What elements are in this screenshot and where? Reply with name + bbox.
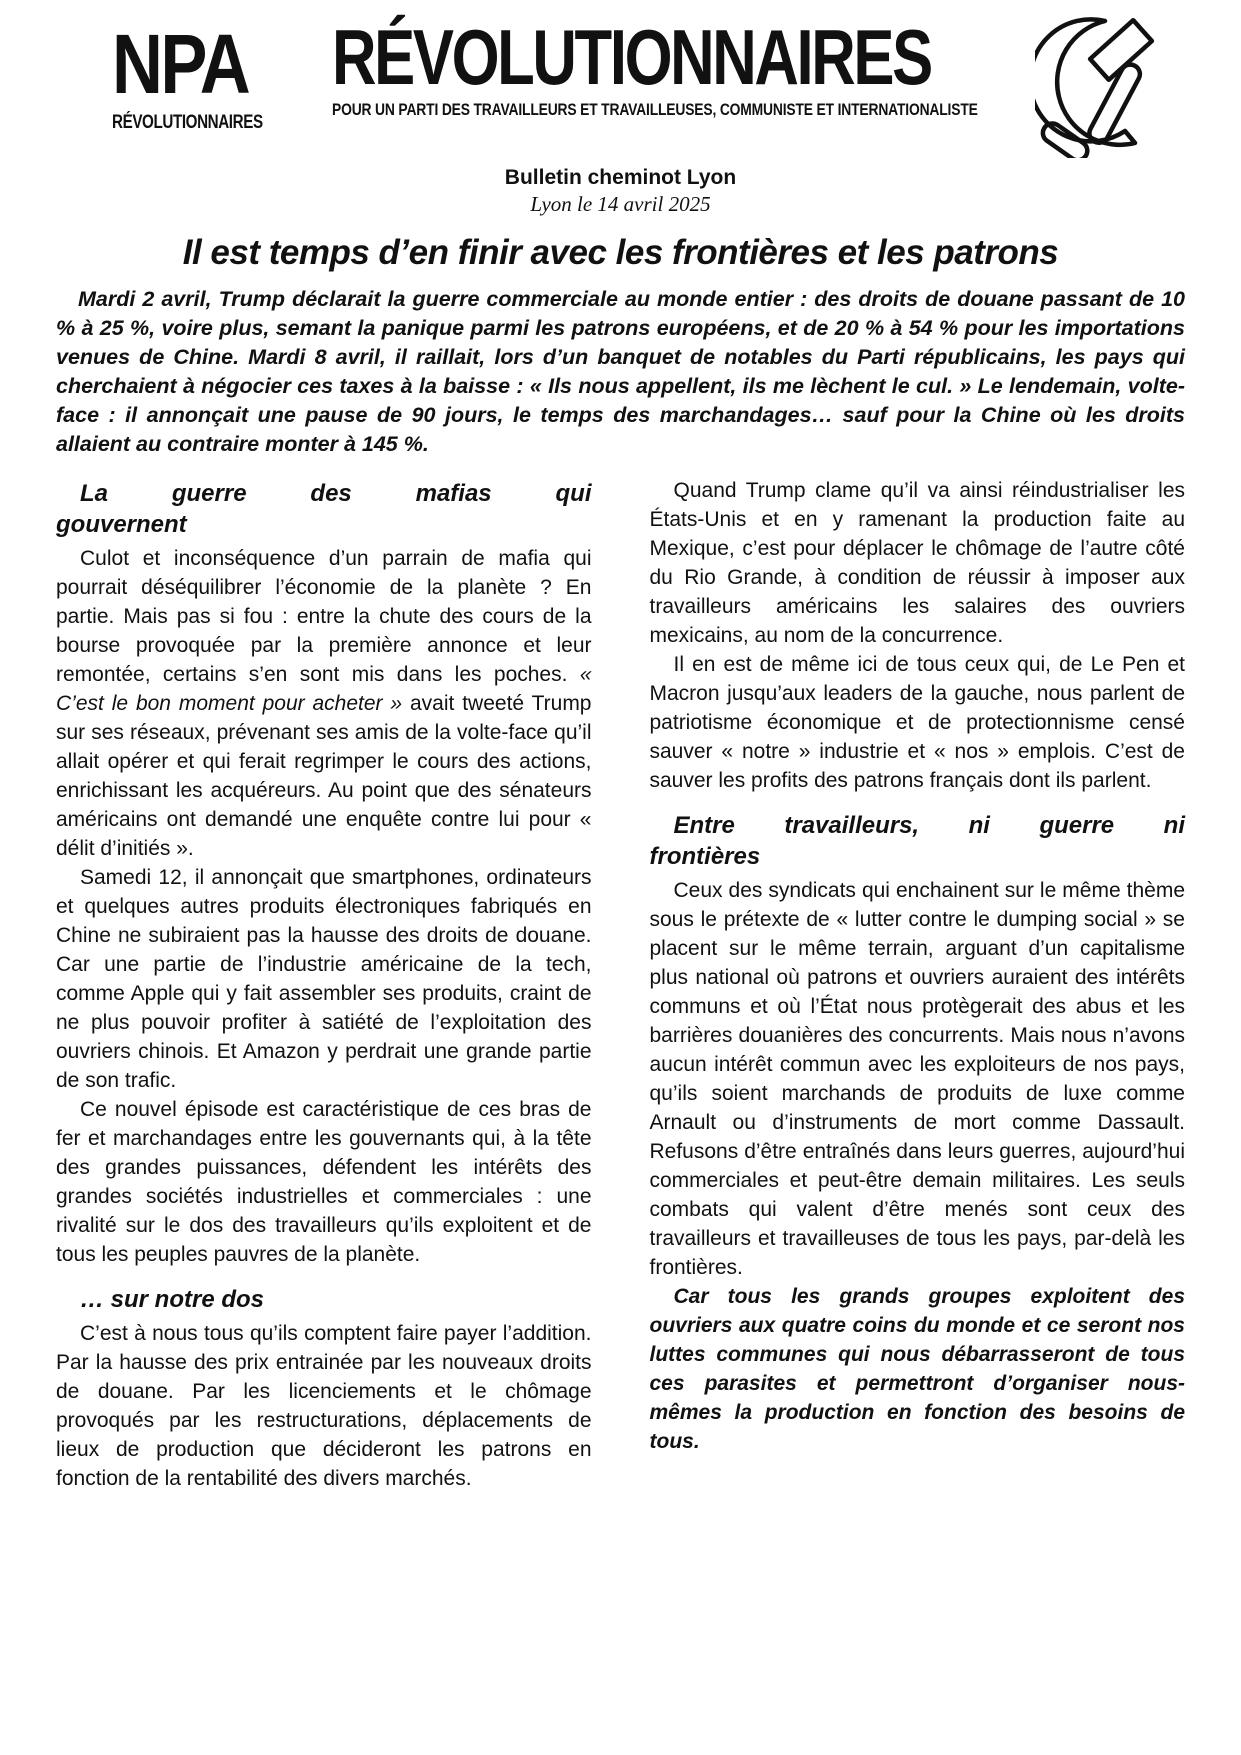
article-body <box>0 476 1241 1493</box>
paragraph: Samedi 12, il annonçait que smartphones, ordinateurs et quelques autres produits électroniques fabriqués en Chine ne subiraient pas la hausse des droits de douane. Car une partie de l’industrie américaine de la tech, comme Apple qui y fait assembler ses produits, craint de ne plus pouvoir profiter à satiété de l’exploitation des ouvriers chinois. Et Amazon y perdrait une grande partie de son trafic. <box>56 866 592 1092</box>
section-heading-travailleurs <box>650 810 1186 872</box>
paragraph: Quand Trump clame qu’il va ainsi réindustrialiser les États-Unis et en y ramenant la production faite au Mexique, c’est pour déplacer le chômage de l’autre côté du Rio Grande, à condition de réussir à imposer aux travailleurs américains les salaires des ouvriers mexicains, au nom de la concurrence. <box>649 479 1185 647</box>
section-heading-mafias <box>56 478 592 540</box>
masthead <box>332 13 1023 120</box>
npa-logo <box>112 16 290 134</box>
date-line: Lyon le 14 avril 2025 <box>530 192 711 216</box>
intro-paragraph: Mardi 2 avril, Trump déclarait la guerre commerciale au monde entier : des droits de douane passant de 10 % à 25 %, voire plus, semant la panique parmi les patrons européens, et de 20 % à 54 % pour les importations venues de Chine. Mardi 8 avril, il raillait, lors d’un banquet de notables du Parti républicains, les pays qui cherchaient à négocier ces taxes à la baisse : « Ils nous appellent, ils me lèchent le cul. » Le lendemain, volte-face : il annonçait une pause de 90 jours, le temps des marchandages… sauf pour la Chine où les droits allaient au contraire monter à 145 %. <box>56 287 1185 456</box>
heading-line: frontières <box>649 843 761 870</box>
paragraph: Ceux des syndicats qui enchainent sur le même thème sous le prétexte de « lutter contre le dumping social » se placent sur le même terrain, arguant d’un capitalisme plus national où patrons et ouvriers auraient des intérêts communs et où l’État nous protègerait des abus et les barrières douanières des concurrents. Mais nous n’avons aucun intérêt commun avec les exploiteurs de nos pays, qu’ils soient marchands de produits de luxe comme Arnault ou d’instruments de mort comme Dassault. Refusons d’être entraînés dans leurs guerres, aujourd’hui commerciales et peut-être demain militaires. Les seuls combats qui valent d’être menés sont ceux des travailleurs et travailleuses de tous les pays, par-delà les frontières. <box>649 879 1185 1279</box>
heading-line: La guerre des mafias qui <box>80 480 592 507</box>
masthead-title: RÉVOLUTIONNAIRES <box>332 13 931 101</box>
npa-logo-acronym: NPA <box>112 17 249 111</box>
closing-paragraph: Car tous les grands groupes exploitent des ouvriers aux quatre coins du monde et ce seront nos luttes communes qui nous débarrasseront de tous ces parasites et permettront d’organiser nous-mêmes la production en fonction des besoins de tous. <box>649 1285 1185 1453</box>
masthead-tagline: POUR UN PARTI DES TRAVAILLEURS ET TRAVAILLEUSES, COMMUNISTE ET INTERNATIONALISTE <box>332 101 978 120</box>
bulletin-title: Bulletin cheminot Lyon <box>504 166 737 189</box>
paragraph: Ce nouvel épisode est caractéristique de ces bras de fer et marchandages entre les gouvernants qui, à la tête des grandes puissances, défendent les intérêts des grandes sociétés industrielles et commerciales : une rivalité sur le dos des travailleurs qu’ils exploitent et de tous les peuples pauvres de la planète. <box>56 1098 592 1266</box>
hammer-and-sickle-icon <box>1035 16 1175 158</box>
section-heading-notre-dos <box>56 1284 592 1315</box>
right-column <box>650 476 1186 1493</box>
masthead-header <box>0 0 1241 158</box>
heading-line: … sur notre dos <box>80 1286 265 1313</box>
paragraph: Culot et inconséquence d’un parrain de mafia qui pourrait déséquilibrer l’économie de la planète ? En partie. Mais pas si fou : entre la chute des cours de la bourse provoquée par la première annonce et leur remontée, certains s’en sont mis dans les poches. « C’est le bon moment pour acheter » avait tweeté Trump sur ses réseaux, prévenant ses amis de la volte-face qu’il allait opérer et qui ferait regrimper le cours des actions, enrichissant les acquéreurs. Au point que des sénateurs américains ont demandé une enquête contre lui pour « délit d’initiés ». <box>56 547 592 860</box>
main-headline: Il est temps d’en finir avec les frontières et les patrons <box>182 233 1059 272</box>
paragraph: C’est à nous tous qu’ils comptent faire payer l’addition. Par la hausse des prix entrainée par les nouveaux droits de douane. Par les licenciements et le chômage provoqués par les restructurations, déplacements de lieux de production que décideront les patrons en fonction de la rentabilité des divers marchés. <box>56 1322 592 1490</box>
paragraph: Il en est de même ici de tous ceux qui, de Le Pen et Macron jusqu’aux leaders de la gauche, nous parlent de patriotisme économique et de protectionnisme censé sauver « notre » industrie et « nos » emplois. C’est de sauver les profits des patrons français dont ils parlent. <box>649 653 1185 792</box>
heading-line: gouvernent <box>56 511 187 538</box>
left-column <box>56 476 592 1493</box>
heading-line: Entre travailleurs, ni guerre ni <box>673 812 1185 839</box>
npa-logo-subtitle: RÉVOLUTIONNAIRES <box>112 112 263 134</box>
